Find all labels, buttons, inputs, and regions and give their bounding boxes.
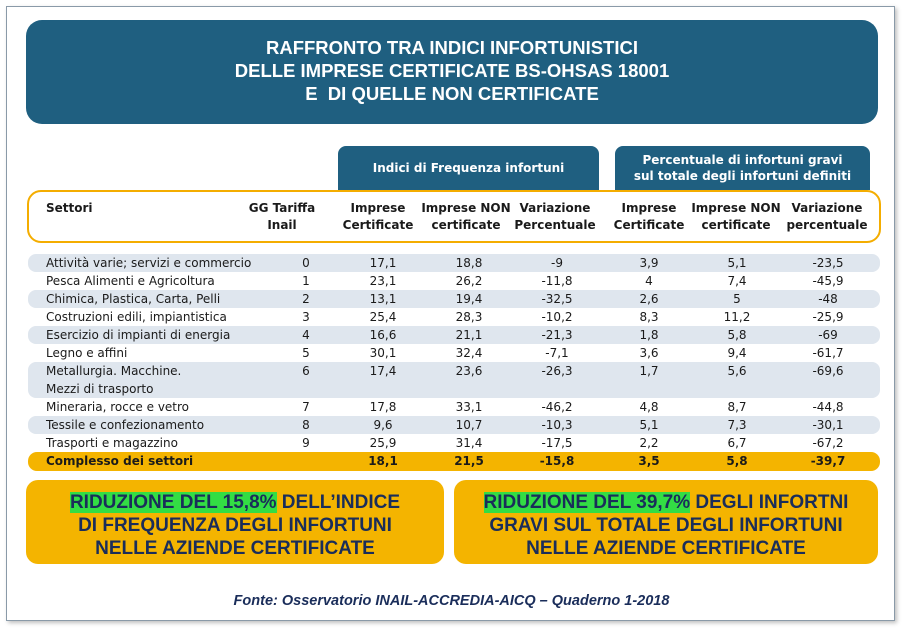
- row-cell-ng: 5: [733, 292, 741, 306]
- severe-reduction-text-1: DEGLI INFORTNI: [690, 492, 849, 513]
- col-header-noncert-severe-line-1: Imprese NON: [691, 201, 781, 215]
- row-cell-vf: -46,2: [541, 400, 573, 414]
- row-settore-line-1: Legno e affini: [46, 346, 128, 360]
- row-settore: [46, 290, 220, 308]
- col-header-gg-line-2: Inail: [267, 218, 297, 232]
- row-settore: [46, 272, 215, 290]
- col-header-settori: Settori: [46, 201, 93, 215]
- row-cell-nf: 19,4: [455, 292, 483, 306]
- col-header-noncert-freq-line-2: certificate: [431, 218, 501, 232]
- row-cell-gg: 2: [302, 292, 310, 306]
- row-cell-vf: -10,3: [541, 418, 573, 432]
- table-row: [28, 398, 880, 416]
- row-cell-gg: 5: [302, 346, 310, 360]
- col-header-cert-severe: [606, 200, 692, 234]
- frequency-reduction-text-2: DI FREQUENZA DEGLI INFORTUNI: [78, 515, 392, 536]
- row-cell-nf: 21,1: [455, 328, 483, 342]
- col-header-noncert-severe: [689, 200, 783, 234]
- title-line-1: RAFFRONTO TRA INDICI INFORTUNISTICI: [265, 37, 639, 58]
- row-cell-cf: 25,9: [369, 436, 397, 450]
- row-cell-vf: -10,2: [541, 310, 573, 324]
- title-line-2: DELLE IMPRESE CERTIFICATE BS-OHSAS 18001: [234, 60, 670, 81]
- col-header-var-severe: [780, 200, 874, 234]
- table-row: [28, 290, 880, 308]
- row-settore-line-2: Mezzi di trasporto: [46, 382, 154, 396]
- row-cell-ng: 5,6: [727, 364, 747, 378]
- row-cell-cg: 5,1: [639, 418, 659, 432]
- row-cell-cg: 3,9: [639, 256, 659, 270]
- row-cell-cg: 1,8: [639, 328, 659, 342]
- row-settore-line-1: Esercizio di impianti di energia: [46, 328, 231, 342]
- row-cell-cg: 1,7: [639, 364, 659, 378]
- row-cell-vf: -11,8: [541, 274, 573, 288]
- row-cell-cg: 4: [645, 274, 653, 288]
- row-cell-ng: 7,3: [727, 418, 747, 432]
- row-settore: [46, 434, 178, 452]
- row-cell-gg: 6: [302, 364, 310, 378]
- row-cell-ng: 8,7: [727, 400, 747, 414]
- row-cell-nf: 31,4: [455, 436, 483, 450]
- row-settore: [46, 254, 251, 272]
- col-header-gg-line-1: GG Tariffa: [248, 201, 316, 215]
- row-settore-line-1: Pesca Alimenti e Agricoltura: [46, 274, 215, 288]
- row-settore-line-1: Trasporti e magazzino: [46, 436, 178, 450]
- severe-reduction-text-2: GRAVI SUL TOTALE DEGLI INFORTUNI: [489, 515, 843, 536]
- total-noncert-freq: 21,5: [454, 454, 484, 468]
- total-var-freq: -15,8: [539, 454, 575, 468]
- row-settore: [46, 308, 227, 326]
- row-cell-nf: 28,3: [455, 310, 483, 324]
- row-cell-ng: 6,7: [727, 436, 747, 450]
- total-cert-severe: 3,5: [638, 454, 660, 468]
- row-cell-vf: -9: [551, 256, 563, 270]
- row-cell-vg: -44,8: [812, 400, 844, 414]
- col-header-cert-severe-line-1: Imprese: [621, 201, 677, 215]
- row-cell-vg: -45,9: [812, 274, 844, 288]
- severe-reduction-text-3: NELLE AZIENDE CERTIFICATE: [526, 538, 806, 559]
- table-row: [28, 416, 880, 434]
- group-header-frequency-label: Indici di Frequenza infortuni: [372, 161, 565, 175]
- frequency-reduction-text-1: DELL’INDICE: [276, 492, 401, 513]
- row-cell-nf: 26,2: [455, 274, 483, 288]
- row-cell-cg: 4,8: [639, 400, 659, 414]
- frequency-reduction-highlight: RIDUZIONE DEL 15,8%: [69, 492, 277, 513]
- total-settore: Complesso dei settori: [46, 454, 194, 468]
- severe-reduction-box: [454, 480, 878, 564]
- row-cell-vf: -17,5: [541, 436, 573, 450]
- row-cell-gg: 8: [302, 418, 310, 432]
- row-cell-gg: 0: [302, 256, 310, 270]
- table-row: [28, 308, 880, 326]
- row-cell-vg: -69,6: [812, 364, 844, 378]
- col-header-var-freq-line-1: Variazione: [519, 201, 591, 215]
- row-cell-vg: -23,5: [812, 256, 844, 270]
- table-row: [28, 326, 880, 344]
- row-cell-vg: -61,7: [812, 346, 844, 360]
- col-header-cert-freq-line-2: Certificate: [342, 218, 414, 232]
- row-cell-cf: 23,1: [369, 274, 397, 288]
- row-settore-line-1: Metallurgia. Macchine.: [46, 364, 182, 378]
- row-cell-vg: -30,1: [812, 418, 844, 432]
- group-header-severe: [615, 146, 870, 190]
- col-header-var-freq: [508, 200, 602, 234]
- row-cell-vg: -67,2: [812, 436, 844, 450]
- row-cell-cg: 2,2: [639, 436, 659, 450]
- row-cell-gg: 4: [302, 328, 310, 342]
- row-cell-cf: 9,6: [373, 418, 393, 432]
- row-cell-ng: 9,4: [727, 346, 747, 360]
- col-header-cert-freq-line-1: Imprese: [350, 201, 406, 215]
- row-cell-ng: 11,2: [723, 310, 751, 324]
- total-var-severe: -39,7: [810, 454, 846, 468]
- source-note: Fonte: Osservatorio INAIL-ACCREDIA-AICQ – Quaderno 1-2018: [233, 593, 670, 609]
- total-cert-freq: 18,1: [368, 454, 398, 468]
- row-settore-line-1: Costruzioni edili, impiantistica: [46, 310, 227, 324]
- table-row: [28, 344, 880, 362]
- slide-title: [26, 20, 878, 124]
- row-cell-vf: -32,5: [541, 292, 573, 306]
- row-settore: [46, 344, 127, 362]
- row-settore: [46, 398, 189, 416]
- table-row: [28, 254, 880, 272]
- row-cell-cf: 30,1: [369, 346, 397, 360]
- table-row: [28, 362, 880, 398]
- row-cell-vf: -21,3: [541, 328, 573, 342]
- row-cell-cf: 16,6: [369, 328, 397, 342]
- col-header-noncert-freq: [419, 200, 513, 234]
- row-cell-vg: -48: [818, 292, 838, 306]
- row-settore-line-1: Attività varie; servizi e commercio: [46, 256, 252, 270]
- row-cell-cg: 8,3: [639, 310, 659, 324]
- table-row: [28, 272, 880, 290]
- row-cell-gg: 7: [302, 400, 310, 414]
- total-noncert-severe: 5,8: [726, 454, 748, 468]
- row-settore: [46, 362, 181, 398]
- row-cell-cf: 17,1: [369, 256, 397, 270]
- row-cell-gg: 9: [302, 436, 310, 450]
- row-cell-cf: 25,4: [369, 310, 397, 324]
- row-settore-line-1: Chimica, Plastica, Carta, Pelli: [46, 292, 221, 306]
- row-cell-ng: 5,1: [727, 256, 747, 270]
- table-row: [28, 434, 880, 452]
- row-cell-vf: -7,1: [545, 346, 569, 360]
- row-cell-nf: 10,7: [455, 418, 483, 432]
- row-cell-gg: 3: [302, 310, 310, 324]
- row-cell-nf: 33,1: [455, 400, 483, 414]
- row-settore-line-1: Mineraria, rocce e vetro: [46, 400, 190, 414]
- col-header-var-severe-line-1: Variazione: [791, 201, 863, 215]
- col-header-var-severe-line-2: percentuale: [786, 218, 868, 232]
- title-line-3: E DI QUELLE NON CERTIFICATE: [305, 83, 599, 104]
- col-header-cert-severe-line-2: Certificate: [613, 218, 685, 232]
- group-header-frequency: [338, 146, 599, 190]
- row-cell-cg: 3,6: [639, 346, 659, 360]
- col-header-noncert-freq-line-1: Imprese NON: [421, 201, 511, 215]
- total-row: [28, 452, 880, 471]
- frequency-reduction-text-3: NELLE AZIENDE CERTIFICATE: [95, 538, 375, 559]
- row-cell-nf: 18,8: [455, 256, 483, 270]
- col-header-gg: [236, 200, 328, 234]
- row-settore: [46, 326, 230, 344]
- col-header-var-freq-line-2: Percentuale: [514, 218, 596, 232]
- row-cell-vg: -25,9: [812, 310, 844, 324]
- row-cell-nf: 32,4: [455, 346, 483, 360]
- col-header-cert-freq: [334, 200, 422, 234]
- row-cell-nf: 23,6: [455, 364, 483, 378]
- row-cell-gg: 1: [302, 274, 310, 288]
- row-cell-vf: -26,3: [541, 364, 573, 378]
- row-cell-vg: -69: [818, 328, 838, 342]
- row-cell-cf: 17,4: [369, 364, 397, 378]
- row-cell-cg: 2,6: [639, 292, 659, 306]
- col-header-noncert-severe-line-2: certificate: [701, 218, 771, 232]
- row-cell-ng: 7,4: [727, 274, 747, 288]
- group-header-severe-line-1: Percentuale di infortuni gravi: [642, 153, 843, 167]
- row-settore: [46, 416, 204, 434]
- severe-reduction-highlight: RIDUZIONE DEL 39,7%: [483, 492, 691, 513]
- frequency-reduction-box: [26, 480, 444, 564]
- group-header-severe-line-2: sul totale degli infortuni definiti: [633, 169, 852, 183]
- row-cell-cf: 17,8: [369, 400, 397, 414]
- row-cell-ng: 5,8: [727, 328, 747, 342]
- row-cell-cf: 13,1: [369, 292, 397, 306]
- row-settore-line-1: Tessile e confezionamento: [46, 418, 205, 432]
